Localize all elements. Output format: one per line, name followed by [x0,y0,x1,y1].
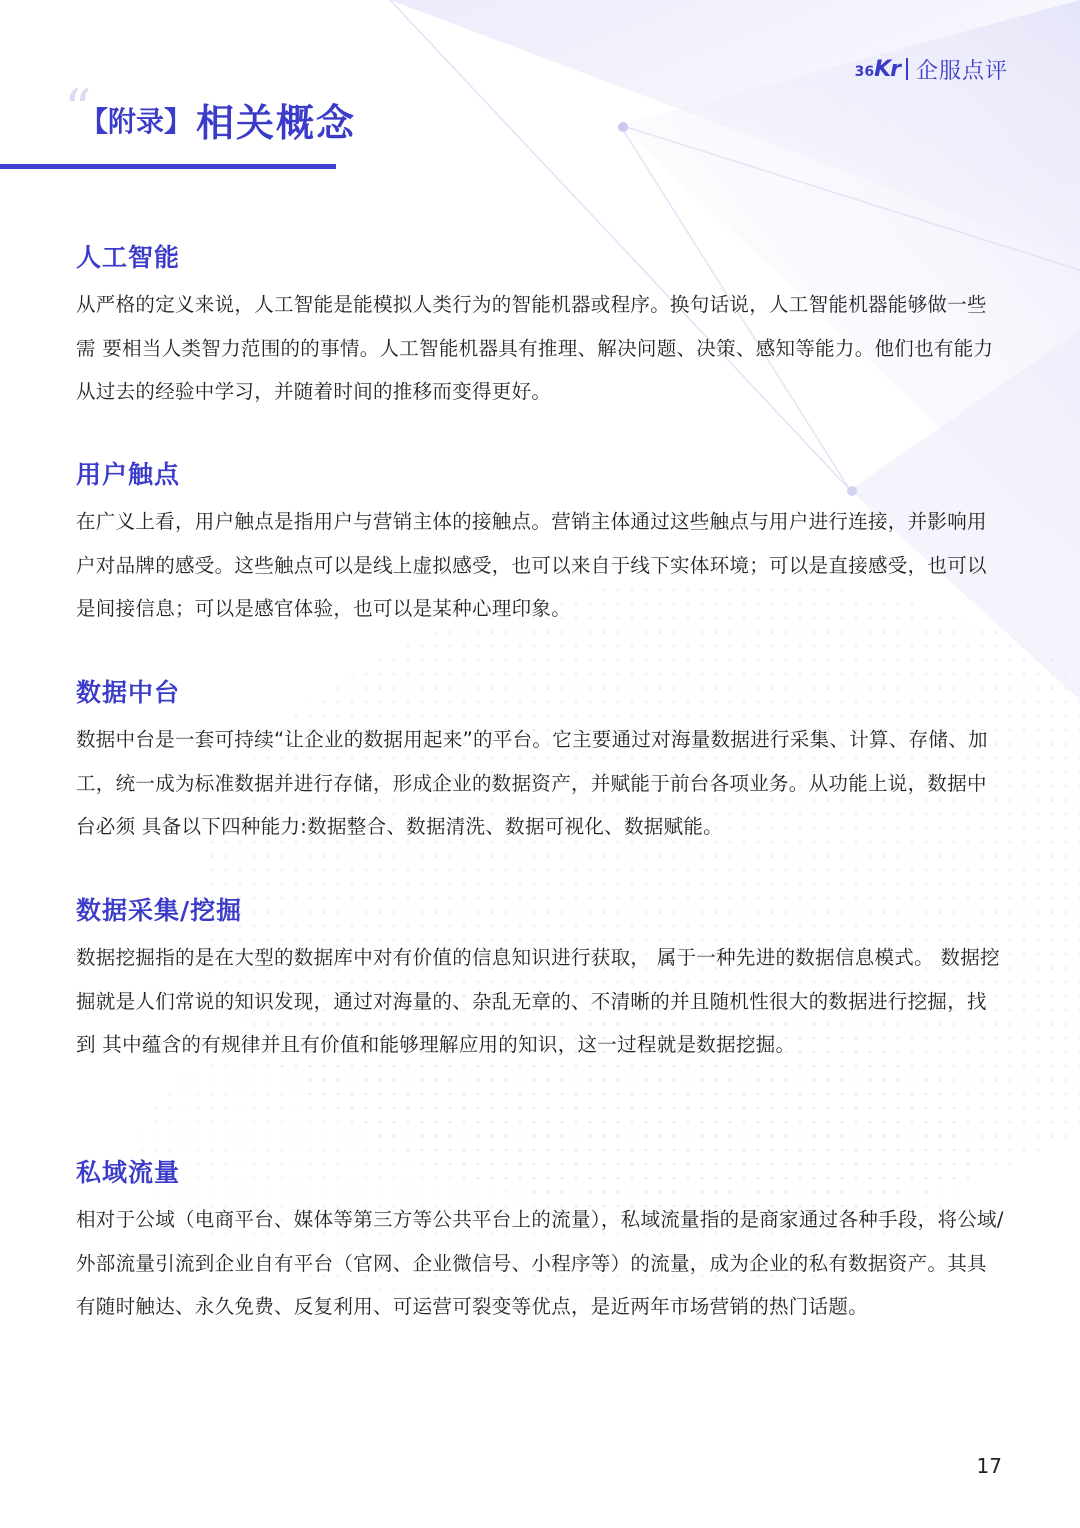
section-private-traffic [76,1156,1006,1329]
brand-mark-small: 36 [854,63,875,80]
page-number: 17 [976,1454,1002,1478]
section-body: 相对于公域（电商平台、媒体等第三方等公共平台上的流量），私域流量指的是商家通过各种手段，将公域/外部流量引流到企业自有平台（官网、企业微信号、小程序等）的流量，成为企业的私有数据资产。其具有随时触达、永久免费、反复利用、可运营可裂变等优点，是近两年市场营销的热门话题。 [76,1208,1004,1318]
brand-mark-big: Kr [874,56,900,82]
brand-logo [855,52,1008,86]
section-heading: 用户触点 [76,460,181,489]
section-heading: 数据中台 [76,678,181,707]
brand-mark [855,57,900,82]
brand-separator [906,58,908,80]
header-tag: 【附录】 [80,104,193,138]
section-touchpoint [76,458,1006,631]
title-underline [0,164,336,169]
section-ai [76,241,1006,414]
section-body: 数据挖掘指的是在大型的数据库中对有价值的信息知识进行获取， 属于一种先进的数据信息模式。 数据挖掘就是人们常说的知识发现，通过对海量的、杂乱无章的、不清晰的并且随机性很大的数据进行挖掘，找到 其中蕴含的有规律并且有价值和能够理解应用的知识，这一过程就是数据挖掘。 [76,946,1000,1056]
section-data-platform [76,676,1006,849]
quote-icon: “ [64,78,92,141]
page-header [64,78,357,147]
section-heading: 数据采集/挖掘 [76,896,243,925]
section-heading: 私域流量 [76,1158,181,1187]
brand-name: 企服点评 [915,58,1008,84]
section-body: 数据中台是一套可持续“让企业的数据用起来”的平台。它主要通过对海量数据进行采集、计算、存储、加工，统一成为标准数据并进行存储，形成企业的数据资产，并赋能于前台各项业务。从功能上说，数据中台必须 具备以下四种能力:数据整合、数据清洗、数据可视化、数据赋能。 [76,728,988,838]
section-data-mining [76,894,1006,1067]
section-body: 从严格的定义来说，人工智能是能模拟人类行为的智能机器或程序。换句话说，人工智能机器能够做一些需 要相当人类智力范围的的事情。人工智能机器具有推理、解决问题、决策、感知等能力。他们也有能力从过去的经验中学习，并随着时间的推移而变得更好。 [76,293,994,403]
section-heading: 人工智能 [76,243,181,272]
section-body: 在广义上看，用户触点是指用户与营销主体的接触点。营销主体通过这些触点与用户进行连接，并影响用户对品牌的感受。这些触点可以是线上虚拟感受，也可以来自于线下实体环境；可以是直接感受，也可以是间接信息；可以是感官体验，也可以是某种心理印象。 [76,510,987,620]
page-title: 相关概念 [196,101,357,145]
